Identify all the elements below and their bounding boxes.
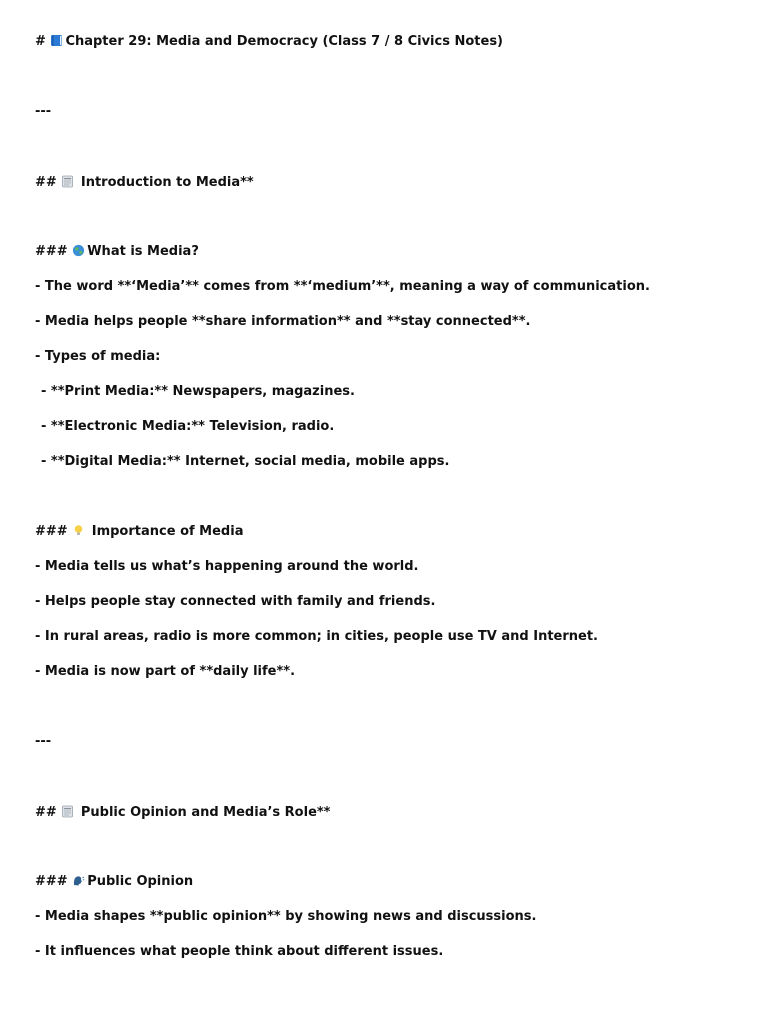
heading-marker: ### xyxy=(35,244,68,259)
list-item: - Media shapes **public opinion** by showing news and discussions. xyxy=(35,909,537,924)
nested-list-item: - **Electronic Media:** Television, radio. xyxy=(41,419,335,434)
heading-text: What is Media? xyxy=(87,244,199,259)
title-text: Chapter 29: Media and Democracy (Class 7 / 8 Civics Notes) xyxy=(65,34,503,49)
nested-list-item: - **Print Media:** Newspapers, magazines. xyxy=(41,384,355,399)
list-item: - It influences what people think about different issues. xyxy=(35,944,444,959)
list-item: - Media tells us what’s happening around the world. xyxy=(35,559,419,574)
globe-icon xyxy=(72,244,85,257)
list-item: - In rural areas, radio is more common; in cities, people use TV and Internet. xyxy=(35,629,598,644)
separator: --- xyxy=(35,104,52,119)
section-heading-introduction xyxy=(35,175,254,191)
blue-book-icon xyxy=(50,34,63,47)
heading-text: Importance of Media xyxy=(87,524,244,539)
heading-text: Public Opinion xyxy=(87,874,194,889)
subsection-heading-importance xyxy=(35,524,243,540)
lightbulb-icon xyxy=(72,524,85,537)
nested-list-item: - **Digital Media:** Internet, social media, mobile apps. xyxy=(41,454,450,469)
heading-marker: ## xyxy=(35,805,57,820)
heading-text: Public Opinion and Media’s Role** xyxy=(76,805,331,820)
newspaper-icon xyxy=(61,175,74,188)
speaking-head-icon xyxy=(72,874,85,887)
heading-marker: ### xyxy=(35,524,68,539)
subsection-heading-public-opinion xyxy=(35,874,193,890)
heading-marker: ## xyxy=(35,175,57,190)
heading-marker: ### xyxy=(35,874,68,889)
list-item: - Media is now part of **daily life**. xyxy=(35,664,296,679)
list-item: - The word **‘Media’** comes from **‘medium’**, meaning a way of communication. xyxy=(35,279,650,294)
subsection-heading-what-is-media xyxy=(35,244,199,260)
heading-marker: # xyxy=(35,34,46,49)
separator: --- xyxy=(35,734,52,749)
list-item: - Types of media: xyxy=(35,349,161,364)
newspaper-icon xyxy=(61,805,74,818)
document-title xyxy=(35,34,503,50)
list-item: - Media helps people **share information** and **stay connected**. xyxy=(35,314,531,329)
list-item: - Helps people stay connected with family and friends. xyxy=(35,594,436,609)
section-heading-public-opinion-role xyxy=(35,805,330,821)
heading-text: Introduction to Media** xyxy=(76,175,254,190)
